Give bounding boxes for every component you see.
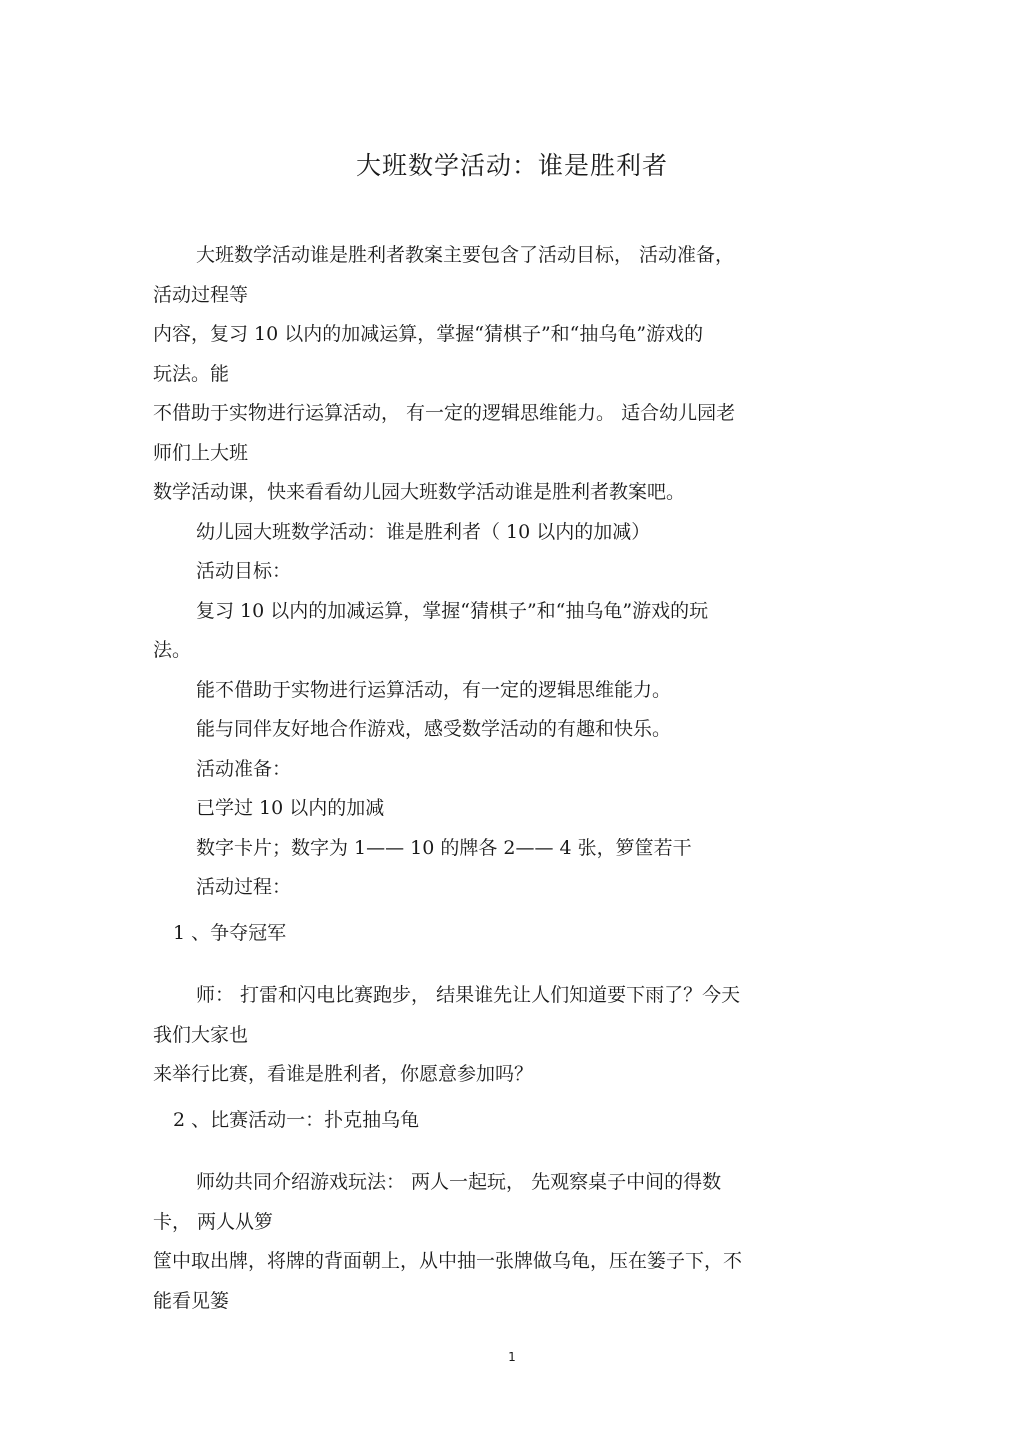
section-heading: 活动目标： [196,560,292,582]
numbered-heading: 1 、争夺冠军 [173,921,287,944]
text-line: 已学过 10 以内的加减 [196,797,385,819]
text-line: 内容，复习 10 以内的加减运算，掌握“猜棋子”和“抽乌龟”游戏的 [153,323,704,345]
text-line: 师幼共同介绍游戏玩法： 两人一起玩， 先观察桌子中间的得数 [196,1171,722,1193]
section-heading: 活动过程： [196,876,292,898]
text-line: 师： 打雷和闪电比赛跑步， 结果谁先让人们知道要下雨了？今天 [196,984,741,1006]
text-line: 复习 10 以内的加减运算，掌握“猜棋子”和“抽乌龟”游戏的玩 [196,599,709,622]
text-line: 我们大家也 [153,1023,249,1046]
page-number: 1 [508,1350,516,1364]
text-line: 来举行比赛，看谁是胜利者，你愿意参加吗？ [153,1063,534,1085]
section-subtitle: 幼儿园大班数学活动：谁是胜利者（ 10 以内的加减） [196,520,651,543]
text-line: 师们上大班 [153,441,249,464]
text-line: 法。 [153,639,192,661]
text-line: 数字卡片；数字为 1—— 10 的牌各 2—— 4 张，箩筐若干 [196,836,692,859]
text-line: 卡， 两人从箩 [153,1210,274,1233]
document-body [153,236,833,1321]
text-line: 数学活动课，快来看看幼儿园大班数学活动谁是胜利者教案吧。 [153,481,686,503]
page-title: 大班数学活动：谁是胜利者 [355,151,668,180]
text-line: 玩法。能 [153,362,230,385]
text-line: 能与同伴友好地合作游戏，感受数学活动的有趣和快乐。 [196,718,672,740]
text-line: 不借助于实物进行运算活动， 有一定的逻辑思维能力。 适合幼儿园老 [153,402,736,424]
text-line: 大班数学活动谁是胜利者教案主要包含了活动目标， 活动准备， [196,244,735,266]
text-line: 能不借助于实物进行运算活动，有一定的逻辑思维能力。 [196,678,672,701]
section-heading: 活动准备： [196,757,292,780]
text-line: 筐中取出牌，将牌的背面朝上，从中抽一张牌做乌龟，压在篓子下，不 [153,1250,743,1272]
text-line: 活动过程等 [153,283,249,306]
text-line: 能看见篓 [153,1289,230,1312]
numbered-heading: 2 、比赛活动一：扑克抽乌龟 [173,1108,420,1131]
